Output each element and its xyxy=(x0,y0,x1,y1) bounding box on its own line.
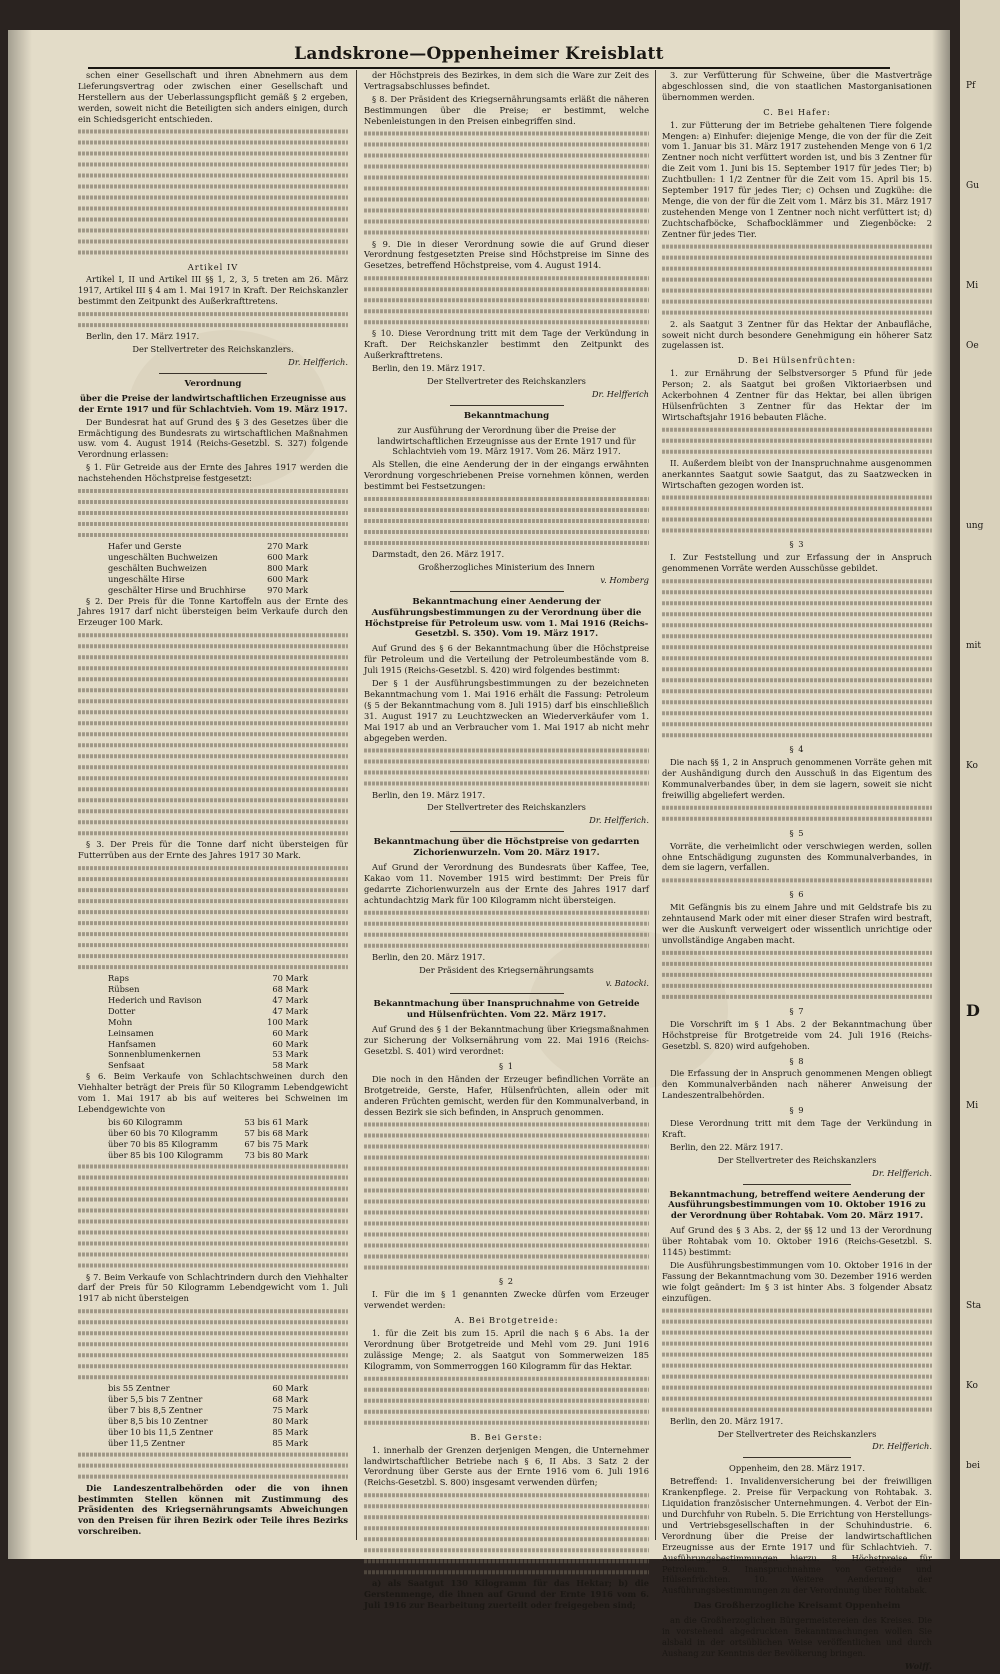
paragraph: Diese Verordnung tritt mit dem Tage der Verkündung in Kraft. xyxy=(662,1118,932,1139)
paragraph: der Höchstpreis des Bezirkes, in dem sich die Ware zur Zeit des Vertragsabschlusses befindet. xyxy=(364,70,649,91)
paragraph: an die Großherzoglichen Bürgermeistereien des Kreises. Die in vorstehend abgedruckten Bekanntmachungen wollen Sie alsbald in der ortsüblichen Weise veröffentlichen und durch Aushang zur Kenntnis der Bevölkerung bringen. xyxy=(662,1615,932,1658)
fragment: D xyxy=(966,1001,980,1020)
price-row: Rübsen 68 Mark xyxy=(108,984,308,994)
paragraph: Auf Grund des § 1 der Bekanntmachung über Kriegsmaßnahmen zur Sicherung der Volksernährung vom 22. Mai 1916 (Reichs-Gesetzbl. S. 401) wird verordnet: xyxy=(364,1024,649,1057)
price-row: Senfsaat 58 Mark xyxy=(108,1060,308,1071)
fragment: Ko xyxy=(966,761,978,771)
fragment: mit xyxy=(966,641,982,651)
price-row: über 10 bis 11,5 Zentner 85 Mark xyxy=(108,1426,308,1437)
dateline: Berlin, den 19. März 1917. xyxy=(372,362,486,373)
paragraph: II. Außerdem bleibt von der Inanspruchnahme ausgenommen anerkanntes Saatgut sowie Saatgut, das zu Saatzwecken in Wirtschaften gezogen worden ist. xyxy=(662,457,932,490)
paragraph-number: § 9 xyxy=(789,1105,805,1116)
paragraph: Die Vorschrift im § 1 Abs. 2 der Bekanntmachung über Höchstpreise für Brotgetreide vom 24. Juli 1916 (Reichs-Gesetzbl. S. 820) wird aufgehoben. xyxy=(662,1018,932,1051)
fragment: Mi xyxy=(966,281,979,291)
paragraph: Die nach §§ 1, 2 in Anspruch genommenen Vorräte gehen mit der Aushändigung durch den Ausschuß in das Eigentum des Kommunalverbandes über, in dem sie lagern, soweit sie nicht freiwillig abgeliefert werden. xyxy=(662,757,932,800)
price-row: Mohn 100 Mark xyxy=(108,1016,308,1027)
paragraph: Auf Grund des § 6 der Bekanntmachung über die Höchstpreise für Petroleum und die Verteilung der Petroleumbestände vom 8. Juli 1915 (Reichs-Gesetzbl. S. 420) wird folgendes bestimmt: xyxy=(364,643,649,676)
fragment: Gu xyxy=(966,181,979,191)
fragment: Sta xyxy=(966,1301,982,1311)
signatory-title: Großherzogliches Ministerium des Innern xyxy=(418,561,595,572)
signature: v. Homberg xyxy=(600,574,649,585)
paragraph: § 1. Für Getreide aus der Ernte des Jahres 1917 werden die nachstehenden Höchstpreise festgesetzt: xyxy=(78,462,348,484)
section-title: Verordnung xyxy=(184,378,242,389)
issuing-office: Das Großherzogliche Kreisamt Oppenheim xyxy=(693,1601,901,1612)
article-heading: Artikel IV xyxy=(187,261,239,272)
price-row: über 8,5 bis 10 Zentner 80 Mark xyxy=(108,1415,308,1426)
dateline: Berlin, den 22. März 1917. xyxy=(670,1141,784,1152)
price-row: geschälten Buchweizen 800 Mark xyxy=(108,562,308,573)
column-divider xyxy=(356,70,357,1540)
paragraph-number: § 7 xyxy=(789,1005,805,1016)
dateline: Berlin, den 19. März 1917. xyxy=(372,789,486,800)
signature: Dr. Helfferich. xyxy=(589,815,649,826)
signatory-title: Der Stellvertreter des Reichskanzlers xyxy=(717,1154,877,1165)
price-row: Hanfsamen 60 Mark xyxy=(108,1038,308,1049)
section-title: Bekanntmachung über die Höchstpreise von gedarrten Zichorienwurzeln. Vom 20. März 1917. xyxy=(373,837,640,859)
fragment: Pf xyxy=(966,81,976,91)
dateline: Berlin, den 20. März 1917. xyxy=(372,951,486,962)
paragraph: Als Stellen, die eine Aenderung der in der eingangs erwähnten Verordnung vorgeschriebenen Preise vornehmen können, werden bestimmt bei Festsetzungen: xyxy=(364,459,649,492)
fragment: Mi xyxy=(966,1101,979,1111)
price-row: über 5,5 bis 7 Zentner 68 Mark xyxy=(108,1394,308,1405)
column-3 xyxy=(662,70,932,1674)
paragraph: Die Landeszentralbehörden oder die von ihnen bestimmten Stellen können mit Zustimmung des Präsidenten des Kriegsernährungsamts Abweichungen von den Preisen für ihren Bezirk oder Teile ihres Bezirks vorschreiben. xyxy=(78,1482,348,1537)
signature: v. Batocki. xyxy=(605,977,649,988)
signatory-title: Der Stellvertreter des Reichskanzlers. xyxy=(132,344,294,355)
fragment: ung xyxy=(966,521,984,531)
price-row: ungeschälten Buchweizen 600 Mark xyxy=(108,551,308,562)
paragraph: 1. zur Fütterung der im Betriebe gehaltenen Tiere folgende Mengen: a) Einhufer: diejenige Menge, die von der für die Zeit vom 1. Januar bis 31. März 1917 zustehenden Menge von 6 1/2 Zentner noch nicht verfüttert worden ist, und bis 3 Zentner für die Zeit vom 1. Juni bis 15. September 1917 für jedes Tier; b) Zuchtbullen: 1 1/2 Zentner für die Zeit vom 15. April bis 15. September 1917 für jedes Tier; c) Ochsen und Zugkühe: die Menge, die von der für die Zeit vom 1. März bis 31. März 1917 zustehenden Menge von 1 Zentner noch nicht verfüttert ist; d) Zuchtschafböcke, Schafbocklämmer und Ziegenböcke: 2 Zentner für jedes Tier. xyxy=(662,119,932,239)
price-row: ungeschälte Hirse 600 Mark xyxy=(108,573,308,584)
price-row: über 70 bis 85 Kilogramm 67 bis 75 Mark xyxy=(108,1138,308,1149)
paragraph: Die Ausführungsbestimmungen vom 10. Oktober 1916 in der Fassung der Bekanntmachung vom 30. Dezember 1916 werden wie folgt geändert: Im § 3 ist hinter Abs. 3 folgender Absatz einzufügen. xyxy=(662,1260,932,1303)
subheading: B. Bei Gerste: xyxy=(470,1431,543,1442)
dateline: Oppenheim, den 28. März 1917. xyxy=(729,1463,865,1474)
price-row: Sonnenblumenkernen 53 Mark xyxy=(108,1049,308,1060)
signatory-title: Der Präsident des Kriegsernährungsamts xyxy=(419,964,594,975)
signatory-title: Der Stellvertreter des Reichskanzlers xyxy=(427,802,586,813)
signature: Dr. Helfferich. xyxy=(288,356,348,367)
fragment: Ko xyxy=(966,1381,978,1391)
section-title: Bekanntmachung einer Aenderung der Ausführungsbestimmungen zu der Verordnung über die Höchstpreise für Petroleum usw. vom 1. Mai 1916 (Reichs-Gesetzbl. S. 350). Vom 19. März 1917. xyxy=(364,596,649,640)
paragraph: I. Für die im § 1 genannten Zwecke dürfen vom Erzeuger verwendet werden: xyxy=(364,1289,649,1311)
price-row: Leinsamen 60 Mark xyxy=(108,1027,308,1038)
paragraph: Mit Gefängnis bis zu einem Jahre und mit Geldstrafe bis zu zehntausend Mark oder mit einer dieser Strafen wird bestraft, wer die Auskunft verweigert oder wissentlich unrichtige oder unvollständige Angaben macht. xyxy=(662,902,932,945)
fragment: Oe xyxy=(966,341,979,351)
signature: Dr. Helfferich xyxy=(591,388,649,399)
paragraph: Die Erfassung der in Anspruch genommenen Mengen obliegt den Kommunalverbänden nach näherer Anweisung der Landeszentralbehörden. xyxy=(662,1068,932,1101)
paragraph: § 7. Beim Verkaufe von Schlachtrindern durch den Viehhalter darf der Preis für 50 Kilogramm Lebendgewicht vom 1. Juli 1917 ab nicht übersteigen xyxy=(78,1271,348,1304)
paragraph: § 6. Beim Verkaufe von Schlachtschweinen durch den Viehhalter beträgt der Preis für 50 Kilogramm Lebendgewicht vom 1. Mai 1917 ab bis auf weiteres bei Schweinen im Lebendgewichte von xyxy=(78,1071,348,1114)
fragment: bei xyxy=(966,1461,980,1471)
signature: Wolff. xyxy=(904,1660,932,1671)
price-row: Raps 70 Mark xyxy=(108,973,308,984)
price-row: über 11,5 Zentner 85 Mark xyxy=(108,1437,308,1448)
paragraph: Der Bundesrat hat auf Grund des § 3 des Gesetzes über die Ermächtigung des Bundesrats zu wirtschaftlichen Maßnahmen usw. vom 4. August 1914 (Reichs-Gesetzbl. S. 327) folgende Verordnung erlassen: xyxy=(78,416,348,460)
column-divider xyxy=(655,70,656,1540)
price-row: bis 60 Kilogramm 53 bis 61 Mark xyxy=(108,1116,308,1127)
section-title: Bekanntmachung xyxy=(463,410,550,421)
masthead: Landskrone—Oppenheimer Kreisblatt xyxy=(294,44,664,64)
section-subtitle: zur Ausführung der Verordnung über die Preise der landwirtschaftlichen Erzeugnisse aus der Ernte 1917 und für Schlachtvieh vom 19. März 1917. Vom 26. März 1917. xyxy=(377,424,636,457)
paragraph: Die noch in den Händen der Erzeuger befindlichen Vorräte an Brotgetreide, Gerste, Hafer, Hülsenfrüchten, allein oder mit anderen Früchten gemischt, werden für den Kommunalverband, in dessen Bezirk sie sich befinden, in Anspruch genommen. xyxy=(364,1073,649,1117)
subheading: A. Bei Brotgetreide: xyxy=(454,1315,559,1326)
paragraph: § 10. Diese Verordnung tritt mit dem Tage der Verkündung in Kraft. Der Reichskanzler bestimmt den Zeitpunkt des Außerkrafttretens. xyxy=(364,328,649,361)
paragraph-number: § 4 xyxy=(789,744,805,755)
subheading: D. Bei Hülsenfrüchten: xyxy=(737,355,857,366)
paragraph-number: § 1 xyxy=(498,1060,515,1071)
paragraph: Artikel I, II und Artikel III §§ 1, 2, 3, 5 treten am 26. März 1917, Artikel III § 4 am 1. Mai 1917 in Kraft. Der Reichskanzler bestimmt den Zeitpunkt des Außerkrafttretens. xyxy=(78,274,348,307)
paragraph-number: § 3 xyxy=(789,539,805,550)
newspaper-page xyxy=(8,30,950,1671)
paragraph: Auf Grund der Verordnung des Bundesrats über Kaffee, Tee, Kakao vom 11. November 1915 wird bestimmt: Der Preis für gedarrte Zichorienwurzeln aus der Ernte des Jahres 1917 darf achtundachtzig Mark für 100 Kilogramm nicht übersteigen. xyxy=(364,862,649,905)
dateline: Darmstadt, den 26. März 1917. xyxy=(372,549,505,560)
paragraph: § 8. Der Präsident des Kriegsernährungsamts erläßt die näheren Bestimmungen über die Preise; er bestimmt, welche Nebenleistungen in den Preisen einbegriffen sind. xyxy=(364,93,649,126)
signature: Dr. Helfferich. xyxy=(872,1441,932,1452)
price-row: Hederich und Ravison 47 Mark xyxy=(108,994,308,1005)
price-row: geschälter Hirse und Bruchhirse 970 Mark xyxy=(108,584,308,595)
adjacent-page xyxy=(960,0,1000,1559)
price-row: über 85 bis 100 Kilogramm 73 bis 80 Mark xyxy=(108,1149,308,1160)
price-row: Dotter 47 Mark xyxy=(108,1005,308,1016)
paragraph: Vorräte, die verheimlicht oder verschwiegen werden, sollen ohne Entschädigung zugunsten des Kommunalverbandes, in dem sie lagern, verfallen. xyxy=(662,840,932,873)
price-row: bis 55 Zentner 60 Mark xyxy=(108,1383,308,1394)
paragraph: Der § 1 der Ausführungsbestimmungen zu der bezeichneten Bekanntmachung vom 1. Mai 1916 erhält die Fassung: Petroleum (§ 5 der Bekanntmachung vom 8. Juli 1915) darf bis einschließlich 31. August 1917 zu Leuchtzwecken an Wiederverkäufer vom 1. Mai 1917 ab und an Verbraucher vom 1. Mai 1917 ab nicht mehr abgegeben werden. xyxy=(364,678,649,743)
paragraph: Betreffend: 1. Invalidenversicherung bei der freiwilligen Krankenpflege. 2. Preise für Verpackung von Rohtabak. 3. Liquidation französischer Unternehmungen. 4. Verbot der Ein- und Durchfuhr von Rubeln. 5. Die Errichtung von Herstellungs- und Vertriebsgesellschaften in der Schuhindustrie. 6. Verordnung über die Preise der landwirtschaftlichen Erzeugnisse aus der Ernte 1917 und für Schlachtvieh. 7. Ausführungsbestimmungen hierzu. 8. Höchstpreise für Petroleum. 9. Inanspruchnahme von Getreide und Hülsenfrüchten. 10. Weitere Aenderung der Ausführungsbestimmungen zu der Verordnung über Rohtabak. xyxy=(662,1476,932,1596)
paragraph-number: § 8 xyxy=(789,1055,805,1066)
dateline: Berlin, den 17. März 1917. xyxy=(86,331,200,342)
paragraph: I. Zur Feststellung und zur Erfassung der in Anspruch genommenen Vorräte werden Ausschüsse gebildet. xyxy=(662,552,932,574)
price-row: über 60 bis 70 Kilogramm 57 bis 68 Mark xyxy=(108,1127,308,1138)
signatory-title: Der Stellvertreter des Reichskanzlers xyxy=(427,375,586,386)
paragraph: Auf Grund des § 3 Abs. 2, der §§ 12 und 13 der Verordnung über Rohtabak vom 10. Oktober 1916 (Reichs-Gesetzbl. S. 1145) bestimmt: xyxy=(662,1225,932,1258)
paragraph: § 3. Der Preis für die Tonne darf nicht übersteigen für Futterrüben aus der Ernte des Jahres 1917 30 Mark. xyxy=(78,839,348,861)
paragraph: 1. innerhalb der Grenzen derjenigen Mengen, die Unternehmer landwirtschaftlicher Betriebe nach § 6, II Abs. 3 Satz 2 der Verordnung über Gerste aus der Ernte 1916 vom 6. Juli 1916 (Reichs-Gesetzbl. S. 800) insgesamt verwenden dürfen; xyxy=(364,1444,649,1488)
paragraph: 1. für die Zeit bis zum 15. April die nach § 6 Abs. 1a der Verordnung über Brotgetreide und Mehl vom 29. Juni 1916 zulässige Menge; 2. als Saatgut von Sommerweizen 185 Kilogramm, von Sommerroggen 160 Kilogramm für das Hektar. xyxy=(364,1328,649,1371)
paragraph: schen einer Gesellschaft und ihren Abnehmern aus dem Lieferungsvertrag oder zwischen einer Gesellschaft und Herstellern aus der Ueberlassungspflicht gemäß § 2 ergeben, werden, soweit nicht die Beteiligten sich anders einigen, durch ein Schiedsgericht entschieden. xyxy=(78,70,348,124)
paragraph: a) als Saatgut 130 Kilogramm für das Hektar; b) die Gerstenmenge, die ihnen auf Grund der Ernte 1916 vom 6. Juli 1916 zur Bearbeitung zuerteilt oder freigegeben sind; xyxy=(364,1578,649,1611)
signature: Dr. Helfferich. xyxy=(872,1167,932,1178)
price-row: Hafer und Gerste 270 Mark xyxy=(108,541,308,552)
section-subtitle: über die Preise der landwirtschaftlichen Erzeugnisse aus der Ernte 1917 und für Schlachtvieh. Vom 19. März 1917. xyxy=(78,392,348,414)
paragraph: § 2. Der Preis für die Tonne Kartoffeln aus der Ernte des Jahres 1917 darf nicht übersteigen beim Verkaufe durch den Erzeuger 100 Mark. xyxy=(78,595,348,628)
section-title: Bekanntmachung, betreffend weitere Aenderung der Ausführungsbestimmungen vom 10. Oktober 1916 zu der Verordnung über Rohtabak. Vom 20. März 1917. xyxy=(668,1189,926,1222)
dateline: Berlin, den 20. März 1917. xyxy=(670,1415,784,1426)
paragraph: § 9. Die in dieser Verordnung sowie die auf Grund dieser Verordnung festgesetzten Preise sind Höchstpreise im Sinne des Gesetzes, betreffend Höchstpreise, vom 4. August 1914. xyxy=(364,238,649,271)
paragraph-number: § 5 xyxy=(789,827,805,838)
subheading: C. Bei Hafer: xyxy=(763,106,831,117)
price-row: über 7 bis 8,5 Zentner 75 Mark xyxy=(108,1405,308,1416)
paragraph: 2. als Saatgut 3 Zentner für das Hektar der Anbaufläche, soweit nicht durch besondere Genehmigung ein höherer Satz zugelassen ist. xyxy=(662,318,932,351)
column-2 xyxy=(364,70,649,1613)
paragraph-number: § 6 xyxy=(789,889,805,900)
signatory-title: Der Stellvertreter des Reichskanzlers xyxy=(717,1428,877,1439)
paragraph: 1. zur Ernährung der Selbstversorger 5 Pfund für jede Person; 2. als Saatgut bei großen Viktoriaerbsen und Ackerbohnen 4 Zentner für das Hektar, bei allen übrigen Hülsenfrüchten 3 Zentner für das Hektar der im Wirtschaftsjahr 1916 bebauten Fläche. xyxy=(662,368,932,422)
masthead-rule xyxy=(88,67,890,69)
section-title: Bekanntmachung über Inanspruchnahme von Getreide und Hülsenfrüchten. Vom 22. März 1917. xyxy=(373,999,640,1021)
paragraph-number: § 2 xyxy=(498,1276,515,1287)
column-1 xyxy=(78,70,348,1539)
paragraph: 3. zur Verfütterung für Schweine, über die Mastverträge abgeschlossen sind, die von staatlichen Mastorganisationen übernommen werden. xyxy=(662,70,932,102)
